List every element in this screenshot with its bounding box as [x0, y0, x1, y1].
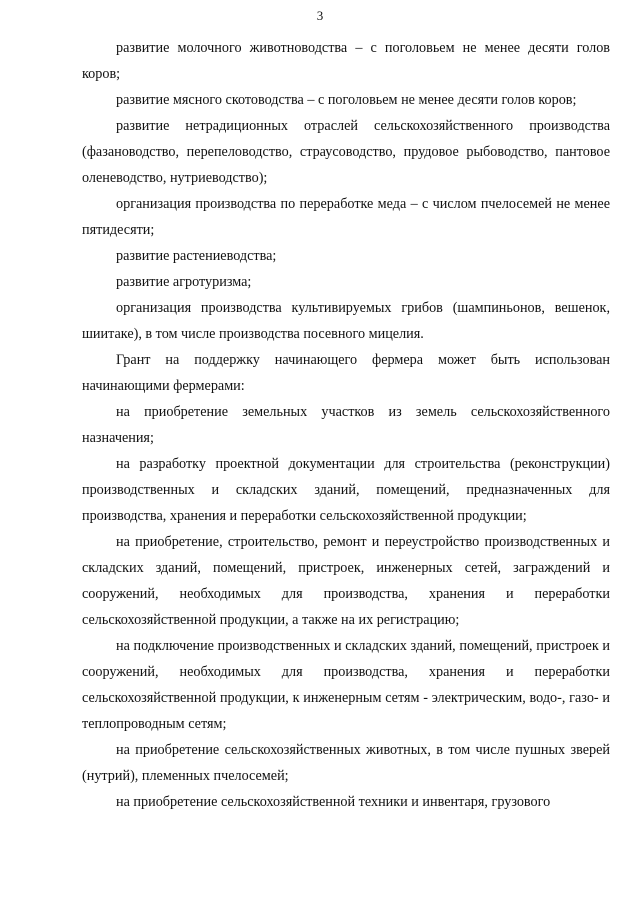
paragraph-project-documentation: на разработку проектной документации для строительства (реконструкции) производственных и складских зданий, помещений, предназначенных для производства, хранения и переработки сельскохозяйственной продукции;: [82, 456, 610, 524]
document-body: [82, 35, 610, 815]
paragraph-grant-usage-intro: Грант на поддержку начинающего фермера может быть использован начинающими фермерами:: [82, 352, 610, 394]
paragraph-agrotourism: развитие агротуризма;: [116, 274, 252, 290]
paragraph-animal-acquisition: на приобретение сельскохозяйственных животных, в том числе пушных зверей (нутрий), племенных пчелосемей;: [82, 742, 610, 784]
paragraph-land-acquisition: на приобретение земельных участков из земель сельскохозяйственного назначения;: [82, 404, 610, 446]
page-number: 3: [316, 8, 324, 23]
paragraph-dairy-farming: развитие молочного животноводства – с поголовьем не менее десяти голов коров;: [82, 40, 610, 82]
paragraph-nontraditional-branches: развитие нетрадиционных отраслей сельскохозяйственного производства (фазановодство, перепеловодство, страусоводство, прудовое рыбоводство, пантовое оленеводство, нутриеводство);: [82, 118, 610, 186]
paragraph-construction-repair: на приобретение, строительство, ремонт и переустройство производственных и складских зданий, помещений, пристроек, инженерных сетей, заграждений и сооружений, необходимых для производства, хранения и переработки сельскохозяйственной продукции, а также на их регистрацию;: [82, 534, 610, 628]
paragraph-utility-connection: на подключение производственных и складских зданий, помещений, пристроек и сооружений, необходимых для производства, хранения и переработки сельскохозяйственной продукции, к инженерным сетям - электрическим, водо-, газо- и теплопроводным сетям;: [82, 638, 610, 732]
paragraph-beef-cattle: развитие мясного скотоводства – с поголовьем не менее десяти голов коров;: [116, 92, 577, 108]
paragraph-honey-processing: организация производства по переработке меда – с числом пчелосемей не менее пятидесяти;: [82, 196, 610, 238]
paragraph-machinery-acquisition: на приобретение сельскохозяйственной техники и инвентаря, грузового: [116, 794, 551, 810]
paragraph-crop-farming: развитие растениеводства;: [116, 248, 277, 264]
paragraph-mushroom-production: организация производства культивируемых грибов (шампиньонов, вешенок, шиитаке), в том числе производства посевного мицелия.: [82, 300, 610, 342]
